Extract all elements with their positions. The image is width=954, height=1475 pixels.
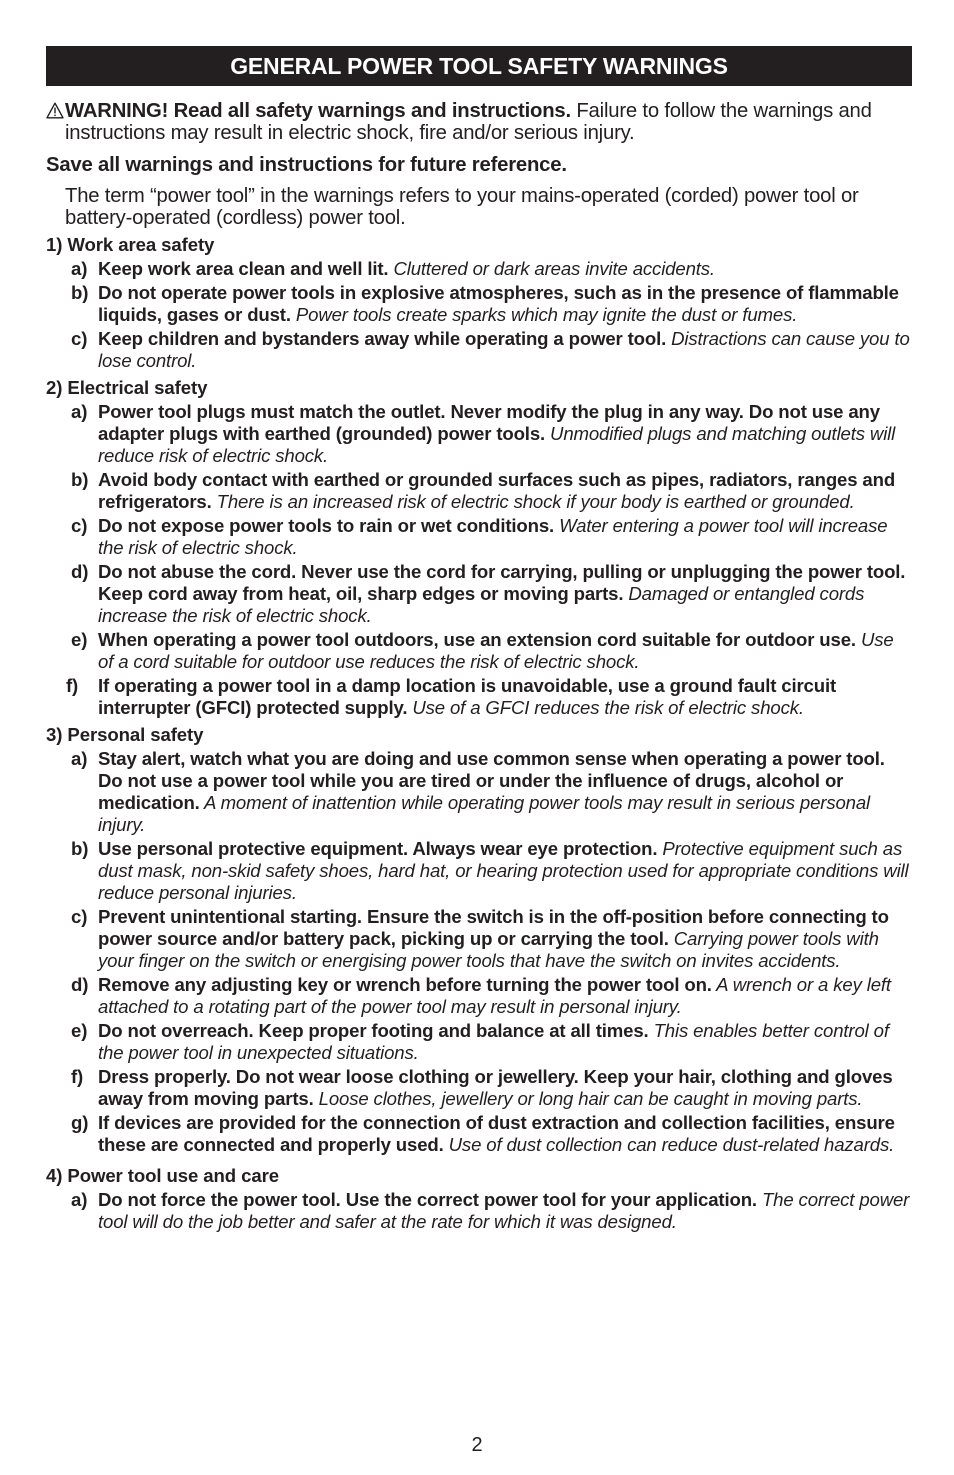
list-item bbox=[46, 675, 912, 719]
item-explanation: Damaged or entangled cords increase the risk of electric shock. bbox=[98, 583, 865, 626]
item-label: a) bbox=[71, 1189, 88, 1210]
item-label: e) bbox=[71, 629, 88, 650]
item-explanation: Use of dust collection can reduce dust-related hazards. bbox=[443, 1134, 895, 1155]
page-number: 2 bbox=[471, 1434, 483, 1456]
item-explanation: There is an increased risk of electric shock if your body is earthed or grounded. bbox=[211, 491, 855, 512]
item-label: f) bbox=[71, 1066, 84, 1087]
item-explanation: Use of a cord suitable for outdoor use reduces the risk of electric shock. bbox=[98, 629, 894, 672]
item-label: b) bbox=[71, 282, 89, 303]
item-instruction: Power tool plugs must match the outlet. Never modify the plug in any way. Do not use any adapter plugs with earthed (grounded) power tools. bbox=[98, 401, 880, 444]
item-explanation: A moment of inattention while operating power tools may result in serious personal injury. bbox=[98, 792, 871, 835]
item-label: f) bbox=[66, 675, 79, 696]
item-label: a) bbox=[71, 401, 88, 422]
section-title: 2) Electrical safety bbox=[46, 377, 208, 398]
item-instruction: When operating a power tool outdoors, use an extension cord suitable for outdoor use. bbox=[98, 629, 856, 650]
item-explanation: Power tools create sparks which may ignite the dust or fumes. bbox=[290, 304, 798, 325]
item-explanation: Carrying power tools with your finger on the switch or energising power tools that have the switch on invites accidents. bbox=[98, 928, 879, 971]
item-instruction: Prevent unintentional starting. Ensure the switch is in the off-position before connecting to power source and/or battery pack, picking up or carrying the tool. bbox=[98, 906, 889, 949]
list-item bbox=[46, 401, 912, 467]
item-label: b) bbox=[71, 838, 89, 859]
list-item bbox=[46, 1112, 912, 1156]
item-label: d) bbox=[71, 974, 89, 995]
list-item bbox=[46, 328, 912, 372]
item-instruction: If devices are provided for the connection of dust extraction and collection facilities, ensure these are connected and properly used. bbox=[98, 1112, 895, 1155]
warning-triangle-icon bbox=[46, 100, 65, 122]
list-item bbox=[46, 1189, 912, 1233]
list-item bbox=[46, 748, 912, 836]
section-title: 3) Personal safety bbox=[46, 724, 204, 745]
item-label: g) bbox=[71, 1112, 89, 1133]
list-item bbox=[46, 838, 912, 904]
list-item bbox=[46, 1066, 912, 1110]
item-instruction: Stay alert, watch what you are doing and use common sense when operating a power tool. Do not use a power tool while you are tired or under the influence of drugs, alcohol or medication. bbox=[98, 748, 885, 813]
item-instruction: Do not abuse the cord. Never use the cord for carrying, pulling or unplugging the power tool. Keep cord away from heat, oil, sharp edges or moving parts. bbox=[98, 561, 906, 604]
list-item bbox=[46, 561, 912, 627]
item-instruction: Keep children and bystanders away while operating a power tool. bbox=[98, 328, 667, 349]
item-instruction: Do not overreach. Keep proper footing and balance at all times. bbox=[98, 1020, 649, 1041]
item-explanation: Use of a GFCI reduces the risk of electric shock. bbox=[407, 697, 804, 718]
section-title: 1) Work area safety bbox=[46, 234, 215, 255]
item-explanation: Loose clothes, jewellery or long hair can be caught in moving parts. bbox=[313, 1088, 863, 1109]
item-label: a) bbox=[71, 258, 88, 279]
list-item bbox=[46, 906, 912, 972]
item-instruction: Use personal protective equipment. Always wear eye protection. bbox=[98, 838, 658, 859]
list-item bbox=[46, 258, 912, 280]
item-instruction: Dress properly. Do not wear loose clothing or jewellery. Keep your hair, clothing and gloves away from moving parts. bbox=[98, 1066, 893, 1109]
warning-paragraph bbox=[46, 100, 912, 144]
item-instruction: Do not operate power tools in explosive atmospheres, such as in the presence of flammable liquids, gases or dust. bbox=[98, 282, 899, 325]
item-instruction: Do not expose power tools to rain or wet conditions. bbox=[98, 515, 555, 536]
save-instructions-note: Save all warnings and instructions for future reference. bbox=[46, 154, 567, 176]
item-explanation: Distractions can cause you to lose control. bbox=[98, 328, 910, 371]
item-instruction: Keep work area clean and well lit. bbox=[98, 258, 389, 279]
item-label: e) bbox=[71, 1020, 88, 1041]
safety-sections bbox=[46, 234, 912, 1233]
item-explanation: The correct power tool will do the job better and safer at the rate for which it was designed. bbox=[98, 1189, 910, 1232]
item-explanation: This enables better control of the power tool in unexpected situations. bbox=[98, 1020, 889, 1063]
list-item bbox=[46, 974, 912, 1018]
item-label: c) bbox=[71, 906, 88, 927]
item-instruction: If operating a power tool in a damp location is unavoidable, use a ground fault circuit interrupter (GFCI) protected supply. bbox=[98, 675, 837, 718]
item-explanation: Cluttered or dark areas invite accidents. bbox=[388, 258, 715, 279]
item-explanation: Unmodified plugs and matching outlets will reduce risk of electric shock. bbox=[98, 423, 896, 466]
item-label: b) bbox=[71, 469, 89, 490]
item-explanation: Water entering a power tool will increase the risk of electric shock. bbox=[98, 515, 888, 558]
item-label: d) bbox=[71, 561, 89, 582]
intro-paragraph: The term “power tool” in the warnings refers to your mains-operated (corded) power tool or battery-operated (cordless) power tool. bbox=[65, 185, 859, 229]
page-title: GENERAL POWER TOOL SAFETY WARNINGS bbox=[46, 46, 912, 86]
item-label: a) bbox=[71, 748, 88, 769]
list-item bbox=[46, 469, 912, 513]
item-instruction: Avoid body contact with earthed or grounded surfaces such as pipes, radiators, ranges and refrigerators. bbox=[98, 469, 896, 512]
section-title: 4) Power tool use and care bbox=[46, 1165, 279, 1186]
item-instruction: Do not force the power tool. Use the correct power tool for your application. bbox=[98, 1189, 757, 1210]
item-instruction: Remove any adjusting key or wrench before turning the power tool on. bbox=[98, 974, 712, 995]
document-page bbox=[46, 46, 912, 1233]
list-item bbox=[46, 515, 912, 559]
list-item bbox=[46, 629, 912, 673]
item-label: c) bbox=[71, 515, 88, 536]
list-item bbox=[46, 1020, 912, 1064]
warning-text: Failure to follow the warnings and instructions may result in electric shock, fire and/or serious injury. bbox=[65, 100, 872, 144]
item-label: c) bbox=[71, 328, 88, 349]
item-explanation: Protective equipment such as dust mask, non-skid safety shoes, hard hat, or hearing protection used for appropriate conditions will reduce personal injuries. bbox=[98, 838, 909, 903]
item-explanation: A wrench or a key left attached to a rotating part of the power tool may result in personal injury. bbox=[98, 974, 891, 1017]
warning-heading: WARNING! Read all safety warnings and instructions. bbox=[65, 100, 571, 122]
list-item bbox=[46, 282, 912, 326]
